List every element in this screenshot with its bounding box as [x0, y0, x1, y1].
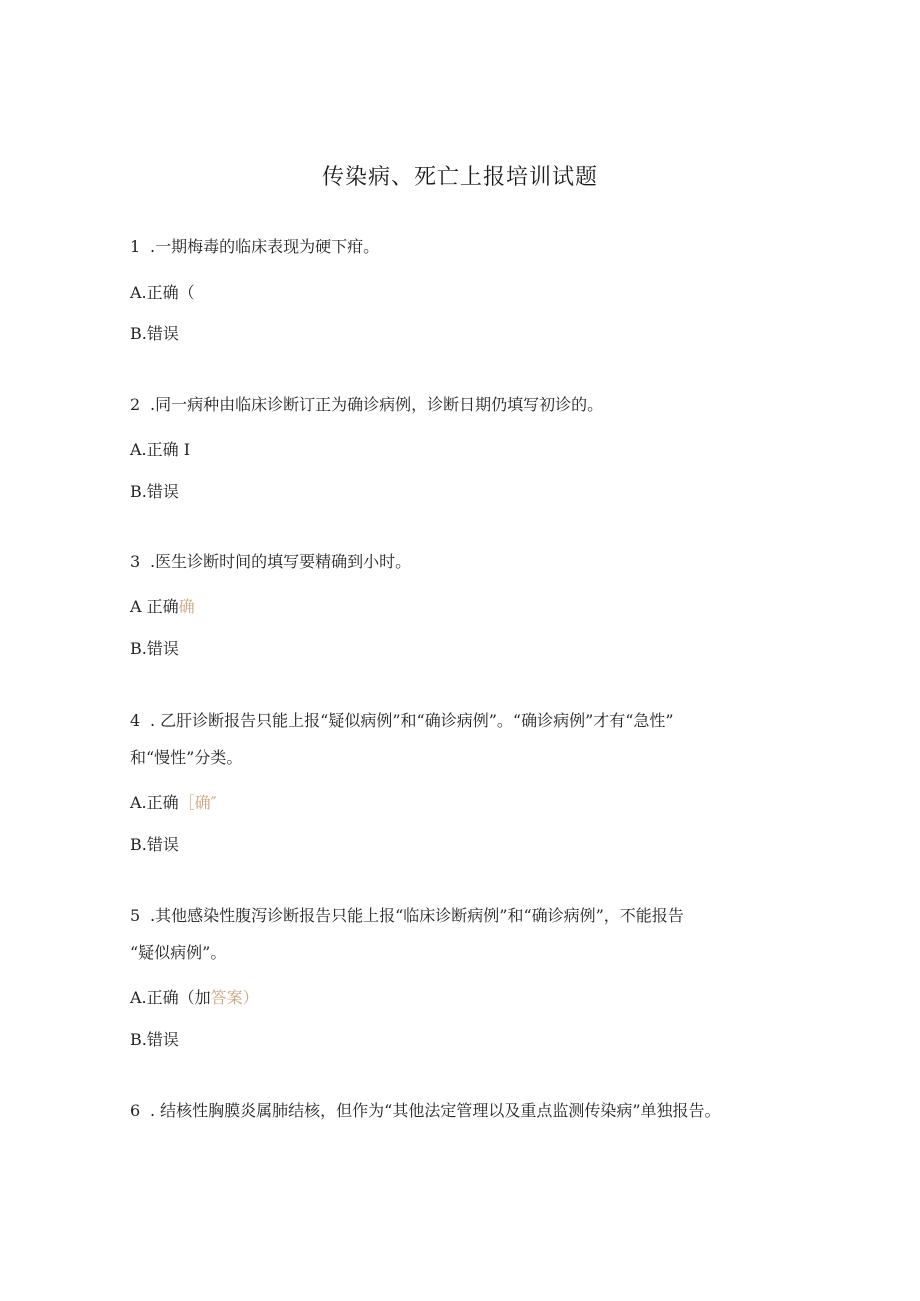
question-text-continued: “疑似病例”。: [130, 943, 227, 962]
question-4-option-a: [130, 790, 217, 813]
option-label: A 正确: [130, 597, 179, 616]
question-3-option-a: [130, 594, 195, 617]
page-title: 传染病、死亡上报培训试题: [321, 165, 598, 190]
question-text: .同一病种由临床诊断订正为确诊病例，诊断日期仍填写初诊的。: [150, 395, 604, 414]
option-label: A.正确（: [130, 283, 195, 302]
question-text: . 乙肝诊断报告只能上报“疑似病例”和“确诊病例”。“确诊病例”才有“急性”: [150, 711, 674, 730]
option-label: A.正确: [130, 793, 179, 812]
question-text: .其他感染性腹泻诊断报告只能上报“临床诊断病例”和“确诊病例”，不能报告: [150, 906, 684, 925]
option-label: A.正确（加: [130, 988, 211, 1007]
question-number: 5: [130, 906, 141, 925]
question-1: [130, 234, 379, 257]
question-3: [130, 549, 411, 572]
question-4-continued: [130, 745, 242, 768]
question-number: 3: [130, 552, 141, 571]
option-hint: 答案）: [210, 988, 259, 1007]
question-text: .医生诊断时间的填写要精确到小时。: [150, 552, 412, 571]
question-3-option-b: [130, 636, 179, 659]
option-hint: ［确″: [178, 793, 217, 812]
option-label: B.错误: [130, 482, 179, 501]
option-label: B.错误: [130, 1030, 179, 1049]
question-5: [130, 903, 684, 926]
question-4: [130, 708, 674, 731]
question-text: . 结核性胸膜炎属肺结核，但作为“其他法定管理以及重点监测传染病”单独报告。: [150, 1101, 721, 1120]
question-number: 6: [130, 1101, 141, 1120]
option-label: B.错误: [130, 835, 179, 854]
question-5-option-a: [130, 985, 259, 1008]
question-text-continued: 和“慢性”分类。: [130, 748, 243, 767]
question-1-option-a: [130, 280, 195, 303]
question-5-option-b: [130, 1027, 179, 1050]
question-4-option-b: [130, 832, 179, 855]
question-text: .一期梅毒的临床表现为硬下疳。: [150, 237, 380, 256]
question-2-option-a: [130, 437, 190, 460]
question-5-continued: [130, 940, 226, 963]
question-2: [130, 392, 603, 415]
option-label: B.错误: [130, 639, 179, 658]
question-6: [130, 1098, 721, 1121]
question-number: 1: [130, 237, 141, 256]
question-1-option-b: [130, 321, 179, 344]
option-label: A.正确 I: [130, 440, 191, 459]
question-number: 4: [130, 711, 141, 730]
question-number: 2: [130, 395, 141, 414]
option-label: B.错误: [130, 324, 179, 343]
question-2-option-b: [130, 479, 179, 502]
option-hint: 确: [178, 597, 195, 616]
